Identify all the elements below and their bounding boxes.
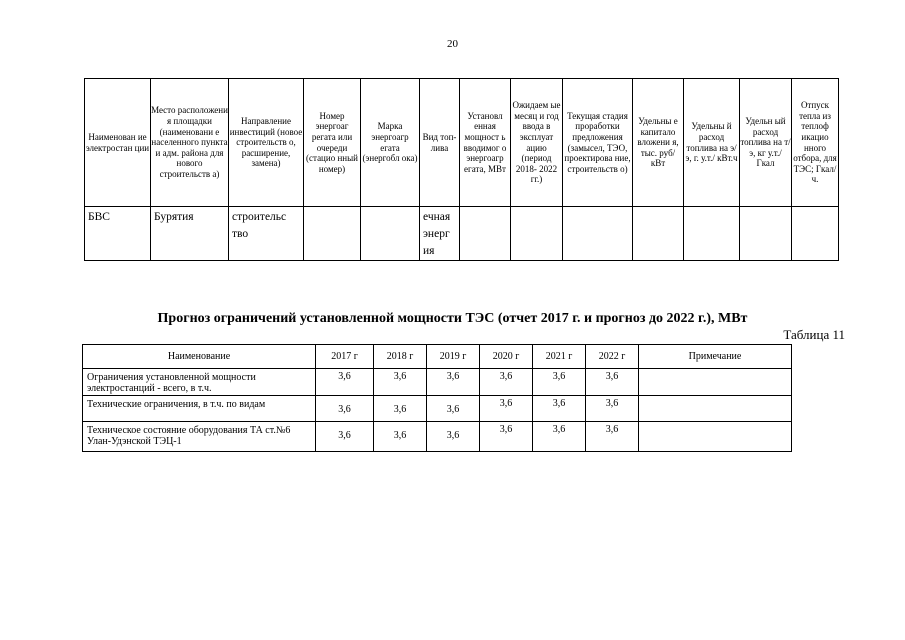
table2-note-cell	[639, 396, 792, 422]
table1-header-cell: Направление инвестиций (новое строительств о, расширение, замена)	[229, 79, 304, 207]
table2-header-cell: 2019 г	[427, 345, 480, 369]
table-row	[85, 207, 839, 261]
table1-cell	[563, 207, 633, 261]
table1-cell	[361, 207, 420, 261]
table1-header-cell: Ожидаем ые месяц и год ввода в эксплуат ацию (период 2018- 2022 гг.)	[511, 79, 563, 207]
table1-header-cell: Удельн ый расход топлива на т/э, кг у.т./ Гкал	[740, 79, 792, 207]
table2-value-cell: 3,6	[374, 396, 427, 422]
table-row	[83, 369, 792, 396]
table1-cell: строительс тво	[229, 207, 304, 261]
table1-cell	[633, 207, 684, 261]
table-row	[83, 422, 792, 452]
table2-value-cell: 3,6	[316, 396, 374, 422]
table2-note-cell	[639, 369, 792, 396]
table2-header-cell: Наименование	[83, 345, 316, 369]
table1-cell	[304, 207, 361, 261]
table2-header-cell: 2020 г	[480, 345, 533, 369]
table2-value-cell: 3,6	[480, 396, 533, 422]
table1-header-cell: Номер энергоаг регата или очереди (стацио нный номер)	[304, 79, 361, 207]
table2-header-cell: 2017 г	[316, 345, 374, 369]
table1-cell: БВС	[85, 207, 151, 261]
table1-cell: ечная энерг ия	[420, 207, 460, 261]
table1-header-cell: Наименован ие электростан ции	[85, 79, 151, 207]
table2-note-cell	[639, 422, 792, 452]
table1-cell: Бурятия	[151, 207, 229, 261]
table2-name-cell: Ограничения установленной мощности электростанций - всего, в т.ч.	[83, 369, 316, 396]
table2-header-cell: 2022 г	[586, 345, 639, 369]
table1-header-cell: Текущая стадия проработки предложения (замысел, ТЭО, проектирова ние, строительств о)	[563, 79, 633, 207]
table-number: Таблица 11	[783, 327, 845, 342]
table2-name-cell: Технические ограничения, в т.ч. по видам	[83, 396, 316, 422]
table2-value-cell: 3,6	[533, 396, 586, 422]
table-title: Прогноз ограничений установленной мощности ТЭС (отчет 2017 г. и прогноз до 2022 г.), МВт	[157, 311, 748, 326]
table2-header-cell: 2018 г	[374, 345, 427, 369]
table2-value-cell: 3,6	[586, 422, 639, 452]
table1-header-cell: Марка энергоагр егата (энергобл ока)	[361, 79, 420, 207]
table2-value-cell: 3,6	[480, 422, 533, 452]
table1-cell	[684, 207, 740, 261]
table-row	[83, 396, 792, 422]
investment-table	[84, 78, 839, 261]
table1-header-row	[85, 79, 839, 207]
table2-header-cell: 2021 г	[533, 345, 586, 369]
table2-value-cell: 3,6	[427, 422, 480, 452]
table1-cell	[792, 207, 839, 261]
capacity-limits-table	[82, 344, 792, 452]
table1-cell	[511, 207, 563, 261]
table2-value-cell: 3,6	[427, 369, 480, 396]
table2-value-cell: 3,6	[480, 369, 533, 396]
table1-cell	[460, 207, 511, 261]
page-number: 20	[447, 38, 458, 50]
table1-header-cell: Удельны е капитало вложени я, тыс. руб/ кВт	[633, 79, 684, 207]
table2-value-cell: 3,6	[316, 369, 374, 396]
table2-value-cell: 3,6	[316, 422, 374, 452]
table2-value-cell: 3,6	[374, 369, 427, 396]
table2-header-row	[83, 345, 792, 369]
table2-value-cell: 3,6	[533, 369, 586, 396]
table1-header-cell: Вид топ- лива	[420, 79, 460, 207]
table2-value-cell: 3,6	[586, 396, 639, 422]
table1-header-cell: Установл енная мощност ь вводимог о энергоагр егата, МВт	[460, 79, 511, 207]
table2-value-cell: 3,6	[533, 422, 586, 452]
table2-value-cell: 3,6	[427, 396, 480, 422]
table2-name-cell: Техническое состояние оборудования ТА ст.№6 Улан-Удэнской ТЭЦ-1	[83, 422, 316, 452]
table1-header-cell: Место расположени я площадки (наименовани е населенного пункта и адм. района для нового строительств а)	[151, 79, 229, 207]
table1-header-cell: Удельны й расход топлива на э/э, г. у.т./ кВт.ч	[684, 79, 740, 207]
table2-value-cell: 3,6	[374, 422, 427, 452]
table2-header-cell: Примечание	[639, 345, 792, 369]
table2-value-cell: 3,6	[586, 369, 639, 396]
table1-header-cell: Отпуск тепла из теплоф икацио нного отбора, для ТЭС; Гкал/ч.	[792, 79, 839, 207]
table1-cell	[740, 207, 792, 261]
